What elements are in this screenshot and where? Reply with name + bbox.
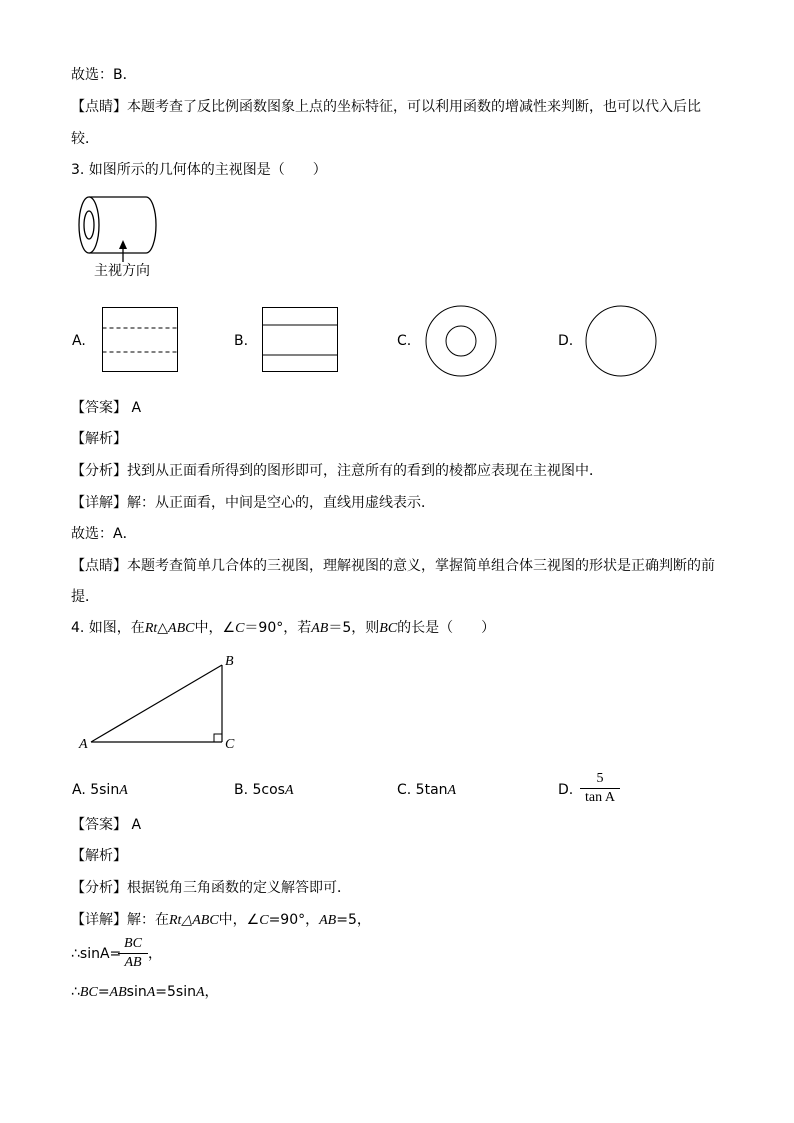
vertex-b-label: B xyxy=(225,654,234,669)
fraction-numerator: BC xyxy=(124,936,142,951)
segment-bc: BC xyxy=(379,621,398,636)
option-text: C. 5tan xyxy=(397,782,448,798)
rt-symbol: Rt xyxy=(144,621,158,636)
fraction-denominator: tan A xyxy=(580,788,620,807)
rt-symbol: Rt xyxy=(169,913,182,928)
fenxi-text: 找到从正面看所得到的图形即可，注意所有的看到的棱都应表现在主视图中． xyxy=(127,463,603,479)
q3-option-b-label: B. xyxy=(234,333,249,349)
stem-text: ＝5，则 xyxy=(328,620,380,636)
q3-option-d-figure xyxy=(585,305,657,377)
xiangjie-text: =5， xyxy=(336,912,371,928)
right-angle-mark xyxy=(214,734,222,742)
stem-text: 的长是（ ） xyxy=(397,620,496,636)
q3-choice-line: 故选：A． xyxy=(71,526,137,542)
fraction-denominator: AB xyxy=(118,953,148,972)
q4-answer-line xyxy=(71,815,141,835)
triangle-symbol: △ xyxy=(157,620,169,636)
equals-5sin: =5sin xyxy=(155,984,196,1000)
q4-final-line xyxy=(71,982,219,1003)
cylinder-hole xyxy=(84,211,94,239)
q4-stem xyxy=(71,618,495,639)
q3-fenxi-line xyxy=(71,461,603,481)
comma: ， xyxy=(204,984,219,1000)
xiangjie-text: 中，∠ xyxy=(218,912,260,928)
fraction-numerator: 5 xyxy=(596,771,604,786)
angle-a: A xyxy=(195,985,205,1000)
stem-text: 4. 如图，在 xyxy=(71,620,145,636)
q4-xiangjie-line xyxy=(71,910,371,931)
option-text: B. 5cos xyxy=(234,782,285,798)
q2-comment-line-1 xyxy=(71,97,701,117)
view-direction-arrow-head xyxy=(119,240,127,249)
fenxi-tag: 【分析】 xyxy=(71,880,127,896)
q3-comment-line-2: 提． xyxy=(71,589,99,605)
q2-comment-line-2: 较． xyxy=(71,131,99,147)
q4-sin-line-suffix: ， xyxy=(148,946,162,962)
q4-sin-fraction xyxy=(118,935,148,972)
q2-choice-line: 故选：B． xyxy=(71,67,137,83)
triangle-name: △ABC xyxy=(181,913,219,928)
segment-bc: BC xyxy=(79,985,98,1000)
stem-text: 中，∠ xyxy=(194,620,236,636)
equals: = xyxy=(97,984,110,1000)
option-var: A xyxy=(119,783,128,798)
vertex-a-label: A xyxy=(79,737,88,752)
q4-sin-line-prefix: ∴sinA= xyxy=(71,946,122,962)
segment-ab: AB xyxy=(319,913,337,928)
segment-ab: AB xyxy=(109,985,127,1000)
q3-xiangjie-line xyxy=(71,493,435,513)
comment-text: 本题考查了反比例函数图象上点的坐标特征，可以利用函数的增减性来判断，也可以代入后比 xyxy=(127,99,701,115)
q4-fenxi-line xyxy=(71,878,351,898)
angle-vertex: C xyxy=(235,621,245,636)
comment-text: 本题考查简单几合体的三视图，理解视图的意义，掌握简单组合体三视图的形状是正确判断的前 xyxy=(127,558,715,574)
triangle-name: ABC xyxy=(168,621,195,636)
q3-stem: 3. 如图所示的几何体的主视图是（ ） xyxy=(71,162,327,178)
option-var: A xyxy=(447,783,457,798)
xiangjie-text: 解：从正面看，中间是空心的，直线用虚线表示． xyxy=(127,495,435,511)
q4-option-c xyxy=(397,780,456,801)
answer-value: A xyxy=(131,817,142,833)
xiangjie-tag: 【详解】 xyxy=(71,495,127,511)
q4-option-b xyxy=(234,780,294,801)
q3-analysis-tag: 【解析】 xyxy=(71,431,127,447)
xiangjie-tag: 【详解】 xyxy=(71,912,127,928)
xiangjie-text: =90°， xyxy=(268,912,320,928)
q3-hollow-cylinder-figure xyxy=(76,194,166,264)
q4-analysis-tag: 【解析】 xyxy=(71,848,127,864)
view-direction-label: 主视方向 xyxy=(94,263,150,279)
q3-comment-line-1 xyxy=(71,556,715,576)
fenxi-text: 根据锐角三角函数的定义解答即可． xyxy=(127,880,351,896)
q3-answer-line xyxy=(71,398,141,418)
q3-option-c-figure xyxy=(425,305,497,377)
xiangjie-text: 解：在 xyxy=(127,912,169,928)
comment-tag: 【点睛】 xyxy=(71,558,127,574)
segment-ab: AB xyxy=(311,621,329,636)
answer-tag: 【答案】 xyxy=(71,817,127,833)
vertex-c-label: C xyxy=(225,737,235,752)
therefore-symbol: ∴ xyxy=(71,984,80,1000)
option-var: A xyxy=(284,783,294,798)
comment-tag: 【点睛】 xyxy=(71,99,127,115)
q3-option-a-label: A. xyxy=(72,333,86,349)
stem-text: ＝90°，若 xyxy=(244,620,312,636)
angle-a: A xyxy=(146,985,156,1000)
sin-text: sin xyxy=(126,984,147,1000)
answer-tag: 【答案】 xyxy=(71,400,127,416)
angle-vertex: C xyxy=(259,913,269,928)
q4-option-d-fraction xyxy=(580,770,620,807)
q3-option-b-figure xyxy=(262,307,339,373)
q4-option-d-label: D. xyxy=(558,782,574,798)
q4-option-a xyxy=(72,780,128,801)
option-text: A. 5sin xyxy=(72,782,120,798)
answer-value: A xyxy=(131,400,142,416)
q3-option-a-figure xyxy=(102,307,179,373)
q3-option-c-label: C. xyxy=(397,333,412,349)
q3-option-d-label: D. xyxy=(558,333,574,349)
fenxi-tag: 【分析】 xyxy=(71,463,127,479)
